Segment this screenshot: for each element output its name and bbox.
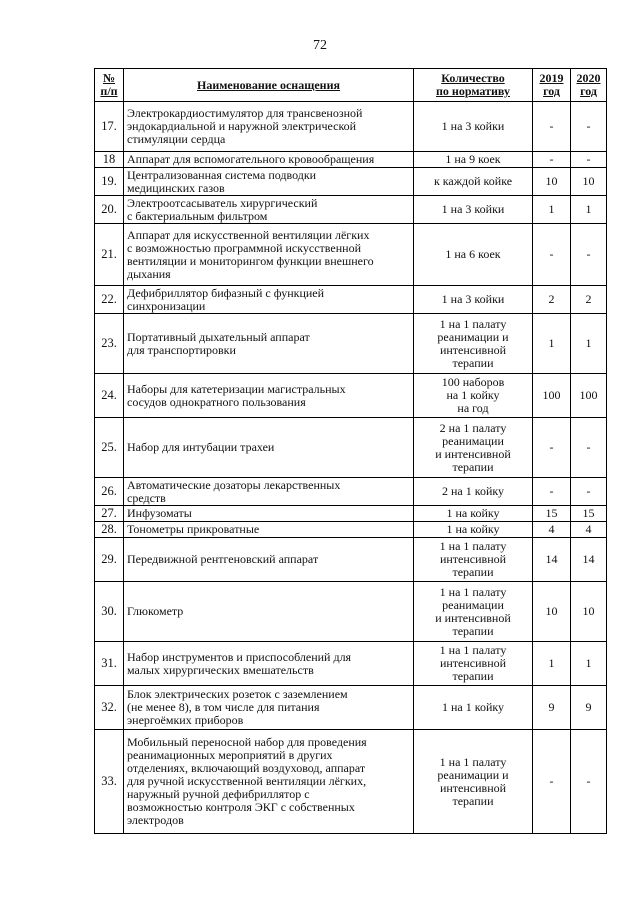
table-header-row bbox=[95, 69, 607, 102]
value-2019: - bbox=[533, 224, 571, 286]
equipment-name bbox=[124, 506, 414, 522]
header-2020: 2020 год bbox=[571, 69, 607, 102]
value-2020: - bbox=[571, 418, 607, 478]
value-2019: 14 bbox=[533, 538, 571, 582]
quantity-norm-line: 1 на 1 палату bbox=[439, 754, 507, 769]
equipment-name-line: Передвижной рентгеновский аппарат bbox=[127, 552, 319, 566]
quantity-norm bbox=[414, 582, 533, 642]
equipment-name-line: Глюкометр bbox=[127, 604, 184, 618]
quantity-norm-line: 2 на 1 койку bbox=[441, 484, 505, 498]
quantity-norm bbox=[414, 418, 533, 478]
quantity-norm bbox=[414, 102, 533, 152]
row-number: 23. bbox=[95, 314, 124, 374]
row-number: 22. bbox=[95, 286, 124, 314]
quantity-norm bbox=[414, 686, 533, 730]
equipment-name-line: Дефибриллятор бифазный с функцией bbox=[127, 285, 325, 300]
row-number: 25. bbox=[95, 418, 124, 478]
header-num: № п/п bbox=[95, 69, 124, 102]
quantity-norm-line: 1 на 1 палату bbox=[439, 539, 507, 553]
equipment-name-line: реанимационных мероприятий в других bbox=[127, 748, 333, 762]
page-number: 72 bbox=[313, 38, 327, 53]
header-qty: Количество по нормативу bbox=[414, 69, 533, 102]
table-row bbox=[95, 506, 607, 522]
value-2020: 10 bbox=[571, 168, 607, 196]
value-2020: 100 bbox=[571, 374, 607, 418]
quantity-norm bbox=[414, 506, 533, 522]
quantity-norm bbox=[414, 224, 533, 286]
quantity-norm-line: терапии bbox=[452, 565, 494, 579]
quantity-norm-line: 1 на 3 койки bbox=[441, 119, 505, 133]
equipment-name bbox=[124, 286, 414, 314]
value-2020: 1 bbox=[571, 642, 607, 686]
equipment-name bbox=[124, 224, 414, 286]
equipment-name-line: Аппарат для искусственной вентиляции лёгких bbox=[127, 227, 370, 242]
equipment-name bbox=[124, 642, 414, 686]
row-number: 28. bbox=[95, 522, 124, 538]
quantity-norm-line: интенсивной bbox=[439, 342, 507, 357]
row-number: 27. bbox=[95, 506, 124, 522]
quantity-norm-line: и интенсивной bbox=[435, 610, 511, 625]
equipment-name-line: средств bbox=[127, 490, 166, 505]
equipment-name-line: эндокардиальной и наружной электрической bbox=[127, 119, 357, 133]
value-2020: - bbox=[571, 152, 607, 168]
equipment-name-line: Инфузоматы bbox=[127, 506, 192, 520]
quantity-norm bbox=[414, 642, 533, 686]
value-2019: - bbox=[533, 102, 571, 152]
quantity-norm-line: интенсивной bbox=[439, 552, 507, 566]
equipment-name bbox=[124, 102, 414, 152]
quantity-norm-line: терапии bbox=[452, 669, 494, 683]
value-2020: - bbox=[571, 102, 607, 152]
value-2019: 15 bbox=[533, 506, 571, 522]
value-2019: 2 bbox=[533, 286, 571, 314]
equipment-name bbox=[124, 152, 414, 168]
value-2019: - bbox=[533, 418, 571, 478]
equipment-name-line: малых хирургических вмешательств bbox=[127, 662, 314, 677]
table-row bbox=[95, 418, 607, 478]
quantity-norm-line: на год bbox=[457, 401, 489, 415]
value-2019: - bbox=[533, 730, 571, 834]
quantity-norm bbox=[414, 314, 533, 374]
equipment-name-line: Наборы для катетеризации магистральных bbox=[127, 381, 346, 396]
value-2020: 10 bbox=[571, 582, 607, 642]
row-number: 18 bbox=[95, 152, 124, 168]
quantity-norm-line: 1 на койку bbox=[446, 506, 500, 520]
equipment-name-line: Портативный дыхательный аппарат bbox=[127, 329, 310, 344]
header-2019: 2019 год bbox=[533, 69, 571, 102]
equipment-name-line: медицинских газов bbox=[127, 180, 225, 195]
row-number: 21. bbox=[95, 224, 124, 286]
table-row bbox=[95, 314, 607, 374]
table-row bbox=[95, 102, 607, 152]
quantity-norm bbox=[414, 538, 533, 582]
equipment-name bbox=[124, 196, 414, 224]
quantity-norm-line: на 1 койку bbox=[446, 388, 500, 402]
quantity-norm-line: 1 на 9 коек bbox=[445, 152, 501, 166]
equipment-name-line: для ручной искусственной вентиляции лёгких, bbox=[127, 774, 367, 788]
equipment-name-line: электродов bbox=[127, 813, 184, 827]
equipment-name-line: дыхания bbox=[127, 266, 171, 281]
quantity-norm-line: 1 на 1 палату bbox=[439, 643, 507, 657]
table-row bbox=[95, 730, 607, 834]
equipment-name-line: Блок электрических розеток с заземлением bbox=[127, 687, 348, 701]
quantity-norm-line: интенсивной bbox=[439, 656, 507, 670]
quantity-norm-line: и интенсивной bbox=[435, 446, 511, 461]
table-row bbox=[95, 374, 607, 418]
table-row bbox=[95, 196, 607, 224]
row-number: 19. bbox=[95, 168, 124, 196]
equipment-name-line: наружный ручной дефибриллятор с bbox=[127, 787, 310, 801]
equipment-name bbox=[124, 314, 414, 374]
quantity-norm-line: 1 на койку bbox=[446, 522, 500, 536]
header-name: Наименование оснащения bbox=[124, 69, 414, 102]
table-row bbox=[95, 152, 607, 168]
equipment-name-line: Набор инструментов и приспособлений для bbox=[127, 649, 352, 664]
value-2020: 9 bbox=[571, 686, 607, 730]
quantity-norm-line: 1 на 3 койки bbox=[441, 202, 505, 216]
quantity-norm-line: 1 на 1 палату bbox=[439, 584, 507, 599]
value-2020: - bbox=[571, 478, 607, 506]
value-2019: 1 bbox=[533, 314, 571, 374]
quantity-norm-line: терапии bbox=[452, 459, 494, 474]
quantity-norm bbox=[414, 522, 533, 538]
quantity-norm-line: терапии bbox=[452, 793, 494, 808]
equipment-name bbox=[124, 374, 414, 418]
equipment-name-line: Набор для интубации трахеи bbox=[127, 440, 275, 454]
value-2019: - bbox=[533, 478, 571, 506]
equipment-name-line: Аппарат для вспомогательного кровообращения bbox=[127, 152, 375, 166]
row-number: 20. bbox=[95, 196, 124, 224]
equipment-name-line: с бактериальным фильтром bbox=[127, 208, 268, 223]
equipment-name-line: синхронизации bbox=[127, 298, 206, 313]
table-row bbox=[95, 642, 607, 686]
value-2020: - bbox=[571, 224, 607, 286]
value-2019: 9 bbox=[533, 686, 571, 730]
quantity-norm bbox=[414, 196, 533, 224]
equipment-name-line: сосудов однократного пользования bbox=[127, 394, 306, 409]
quantity-norm bbox=[414, 730, 533, 834]
quantity-norm bbox=[414, 152, 533, 168]
value-2020: 14 bbox=[571, 538, 607, 582]
equipment-name-line: с возможностью программной искусственной bbox=[127, 240, 361, 255]
value-2019: 4 bbox=[533, 522, 571, 538]
equipment-name-line: Электроотсасыватель хирургический bbox=[127, 195, 318, 210]
table-row bbox=[95, 224, 607, 286]
value-2020: 2 bbox=[571, 286, 607, 314]
quantity-norm bbox=[414, 478, 533, 506]
equipment-name-line: стимуляции сердца bbox=[127, 132, 226, 146]
row-number: 24. bbox=[95, 374, 124, 418]
equipment-name-line: (не менее 8), в том числе для питания bbox=[127, 700, 320, 714]
row-number: 30. bbox=[95, 582, 124, 642]
table-row bbox=[95, 168, 607, 196]
equipment-table bbox=[94, 68, 607, 834]
equipment-name-line: Тонометры прикроватные bbox=[127, 522, 260, 536]
value-2019: 1 bbox=[533, 642, 571, 686]
row-number: 29. bbox=[95, 538, 124, 582]
equipment-name bbox=[124, 730, 414, 834]
table-row bbox=[95, 582, 607, 642]
value-2019: 10 bbox=[533, 582, 571, 642]
equipment-name bbox=[124, 522, 414, 538]
equipment-name bbox=[124, 418, 414, 478]
row-number: 32. bbox=[95, 686, 124, 730]
value-2020: 15 bbox=[571, 506, 607, 522]
quantity-norm-line: к каждой койке bbox=[433, 174, 513, 188]
quantity-norm-line: 1 на 6 коек bbox=[445, 247, 501, 261]
value-2019: 1 bbox=[533, 196, 571, 224]
value-2019: 10 bbox=[533, 168, 571, 196]
quantity-norm-line: 2 на 1 палату bbox=[439, 420, 507, 435]
quantity-norm-line: терапии bbox=[452, 355, 494, 370]
equipment-name-line: возможностью контроля ЭКГ с собственных bbox=[127, 800, 355, 814]
equipment-name-line: Автоматические дозаторы лекарственных bbox=[127, 477, 341, 492]
equipment-name bbox=[124, 168, 414, 196]
equipment-name-line: Мобильный переносной набор для проведения bbox=[127, 735, 367, 749]
table-row bbox=[95, 286, 607, 314]
equipment-name-line: отделениях, включающий воздуховод, аппарат bbox=[127, 761, 366, 775]
row-number: 31. bbox=[95, 642, 124, 686]
quantity-norm bbox=[414, 168, 533, 196]
quantity-norm-line: реанимации bbox=[442, 597, 504, 612]
equipment-name-line: Электрокардиостимулятор для трансвенозной bbox=[127, 106, 363, 120]
quantity-norm-line: терапии bbox=[452, 623, 494, 638]
quantity-norm-line: реанимации bbox=[442, 433, 504, 448]
row-number: 33. bbox=[95, 730, 124, 834]
quantity-norm bbox=[414, 374, 533, 418]
quantity-norm-line: реанимации и bbox=[437, 329, 509, 344]
equipment-name-line: энергоёмких приборов bbox=[127, 713, 244, 727]
row-number: 26. bbox=[95, 478, 124, 506]
quantity-norm bbox=[414, 286, 533, 314]
equipment-name-line: для транспортировки bbox=[127, 342, 236, 357]
quantity-norm-line: интенсивной bbox=[439, 780, 507, 795]
value-2020: - bbox=[571, 730, 607, 834]
equipment-name bbox=[124, 686, 414, 730]
table-row bbox=[95, 686, 607, 730]
value-2020: 1 bbox=[571, 314, 607, 374]
quantity-norm-line: 1 на 3 койки bbox=[441, 292, 505, 306]
table-row bbox=[95, 538, 607, 582]
value-2020: 4 bbox=[571, 522, 607, 538]
equipment-name bbox=[124, 582, 414, 642]
equipment-name-line: вентиляции и мониторингом функции внешнего bbox=[127, 253, 374, 268]
value-2019: - bbox=[533, 152, 571, 168]
equipment-name bbox=[124, 478, 414, 506]
quantity-norm-line: 1 на 1 койку bbox=[441, 700, 505, 714]
value-2019: 100 bbox=[533, 374, 571, 418]
quantity-norm-line: 100 наборов bbox=[441, 375, 505, 389]
equipment-name-line: Централизованная система подводки bbox=[127, 167, 317, 182]
quantity-norm-line: реанимации и bbox=[437, 767, 509, 782]
row-number: 17. bbox=[95, 102, 124, 152]
table-row bbox=[95, 522, 607, 538]
equipment-name bbox=[124, 538, 414, 582]
value-2020: 1 bbox=[571, 196, 607, 224]
table-row bbox=[95, 478, 607, 506]
quantity-norm-line: 1 на 1 палату bbox=[439, 316, 507, 331]
